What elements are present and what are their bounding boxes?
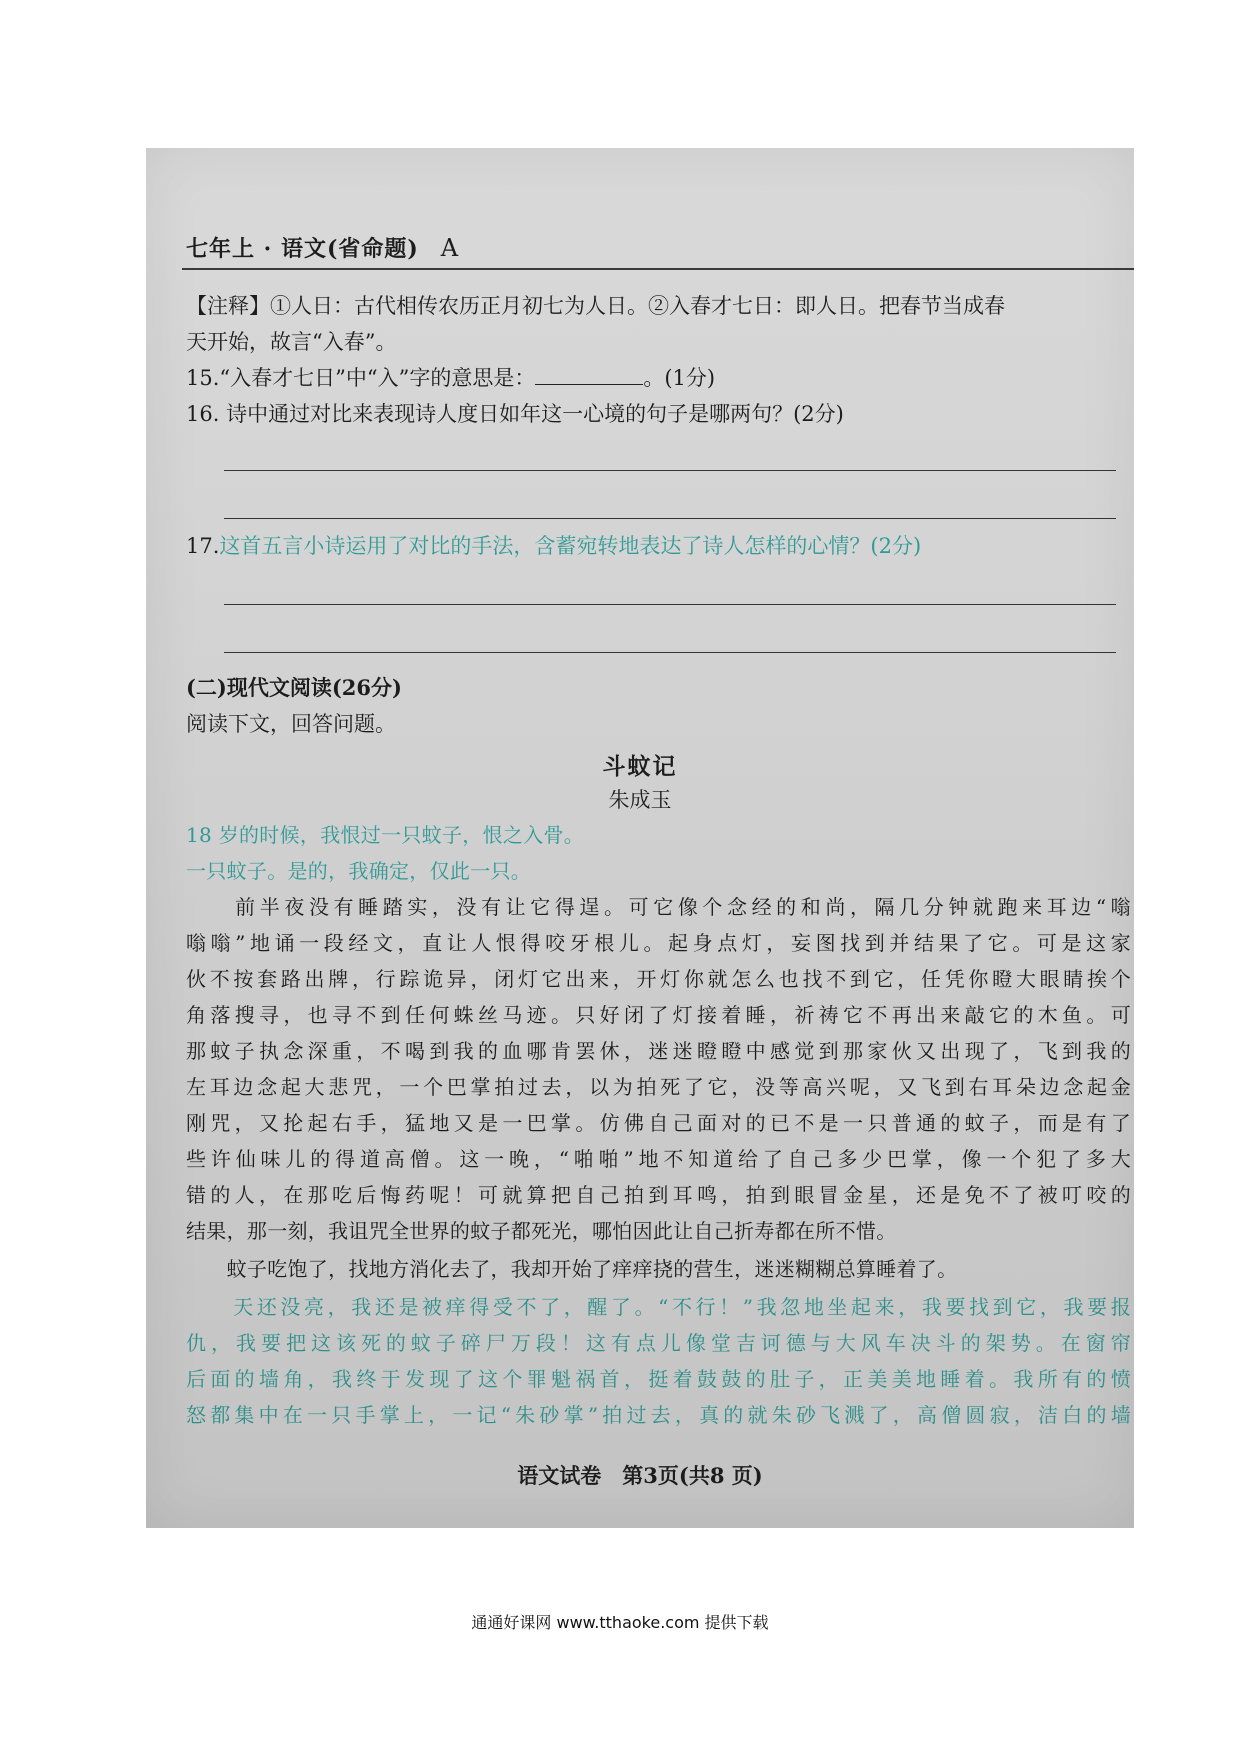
- paragraph-line: 仇，我要把这该死的蚊子碎尸万段！这有点儿像堂吉诃德与大风车决斗的架势。在窗帘: [186, 1331, 1131, 1355]
- paragraph-line: 后面的墙角，我终于发现了这个罪魁祸首，挺着鼓鼓的肚子，正美美地睡着。我所有的愤: [186, 1367, 1131, 1391]
- intro-line-2: 一只蚊子。是的，我确定，仅此一只。: [186, 859, 532, 883]
- answer-line[interactable]: [224, 652, 1116, 653]
- question-15: [186, 360, 1126, 396]
- paragraph-line: 左耳边念起大悲咒，一个巴掌拍过去，以为拍死了它，没等高兴呢，又飞到右耳朵边念起金: [186, 1075, 1131, 1099]
- answer-line[interactable]: [224, 604, 1116, 605]
- question-17-text: 这首五言小诗运用了对比的手法，含蓄宛转地表达了诗人怎样的心情？(2分): [219, 534, 922, 558]
- header-letter: A: [440, 234, 460, 262]
- article-title: 斗蚊记: [602, 753, 678, 780]
- question-15-text: 15.“入春才七日”中“入”字的意思是：: [186, 366, 536, 390]
- page-number: 语文试卷 第3页(共8 页): [517, 1463, 763, 1488]
- paragraph-line: 天还没亮，我还是被痒得受不了，醒了。“不行！”我忽地坐起来，我要找到它，我要报: [186, 1295, 1131, 1319]
- answer-blank[interactable]: [535, 362, 643, 385]
- answer-line[interactable]: [224, 518, 1116, 519]
- question-17: [186, 528, 1126, 564]
- paragraph-line: 前半夜没有睡踏实，没有让它得逞。可它像个念经的和尚，隔几分钟就跑来耳边“嗡: [186, 895, 1131, 919]
- intro-line-1: 18 岁的时候，我恨过一只蚊子，恨之入骨。: [186, 823, 585, 847]
- section-instruction: 阅读下文，回答问题。: [186, 712, 396, 736]
- paragraph-line: 蚊子吃饱了，找地方消化去了，我却开始了痒痒挠的营生，迷迷糊糊总算睡着了。: [186, 1257, 958, 1281]
- paragraph-line: 嗡嗡”地诵一段经文，直让人恨得咬牙根儿。起身点灯，妄图找到并结果了它。可是这家: [186, 931, 1131, 955]
- header-rule: [182, 268, 1134, 270]
- question-16: 16. 诗中通过对比来表现诗人度日如年这一心境的句子是哪两句？(2分): [186, 402, 844, 426]
- note-line-2: 天开始，故言“入春”。: [186, 330, 397, 354]
- article-author: 朱成玉: [608, 788, 672, 812]
- paragraph-line: 角落搜寻，也寻不到任何蛛丝马迹。只好闭了灯接着睡，祈祷它不再出来敲它的木鱼。可: [186, 1003, 1131, 1027]
- paragraph-line: 结果，那一刻，我诅咒全世界的蚊子都死光，哪怕因此让自己折寿都在所不惜。: [186, 1219, 897, 1243]
- exam-page-photo: [146, 148, 1134, 1528]
- paragraph-line: 怒都集中在一只手掌上，一记“朱砂掌”拍过去，真的就朱砂飞溅了，高僧圆寂，洁白的墙: [186, 1403, 1131, 1427]
- download-watermark: 通通好课网 www.tthaoke.com 提供下载: [471, 1613, 769, 1632]
- note-line-1: 【注释】①人日：古代相传农历正月初七为人日。②入春才七日：即人日。把春节当成春: [186, 294, 1005, 318]
- section-title: (二)现代文阅读(26分): [186, 675, 402, 700]
- question-15-points: 。(1分): [643, 366, 716, 390]
- answer-line[interactable]: [224, 470, 1116, 471]
- paragraph-line: 错的人，在那吃后悔药呢！可就算把自己拍到耳鸣，拍到眼冒金星，还是免不了被叮咬的: [186, 1183, 1131, 1207]
- page-header: [186, 232, 459, 263]
- paragraph-line: 伙不按套路出牌，行踪诡异，闭灯它出来，开灯你就怎么也找不到它，任凭你瞪大眼睛挨个: [186, 967, 1131, 991]
- paragraph-line: 刚咒，又抡起右手，猛地又是一巴掌。仿佛自己面对的已不是一只普通的蚊子，而是有了: [186, 1111, 1131, 1135]
- question-17-number: 17.: [186, 534, 220, 558]
- paragraph-line: 些许仙味儿的得道高僧。这一晚，“啪啪”地不知道给了自己多少巴掌，像一个犯了多大: [186, 1147, 1131, 1171]
- header-title: 七年上 · 语文(省命题): [186, 236, 419, 262]
- paragraph-line: 那蚊子执念深重，不喝到我的血哪肯罢休，迷迷瞪瞪中感觉到那家伙又出现了，飞到我的: [186, 1039, 1131, 1063]
